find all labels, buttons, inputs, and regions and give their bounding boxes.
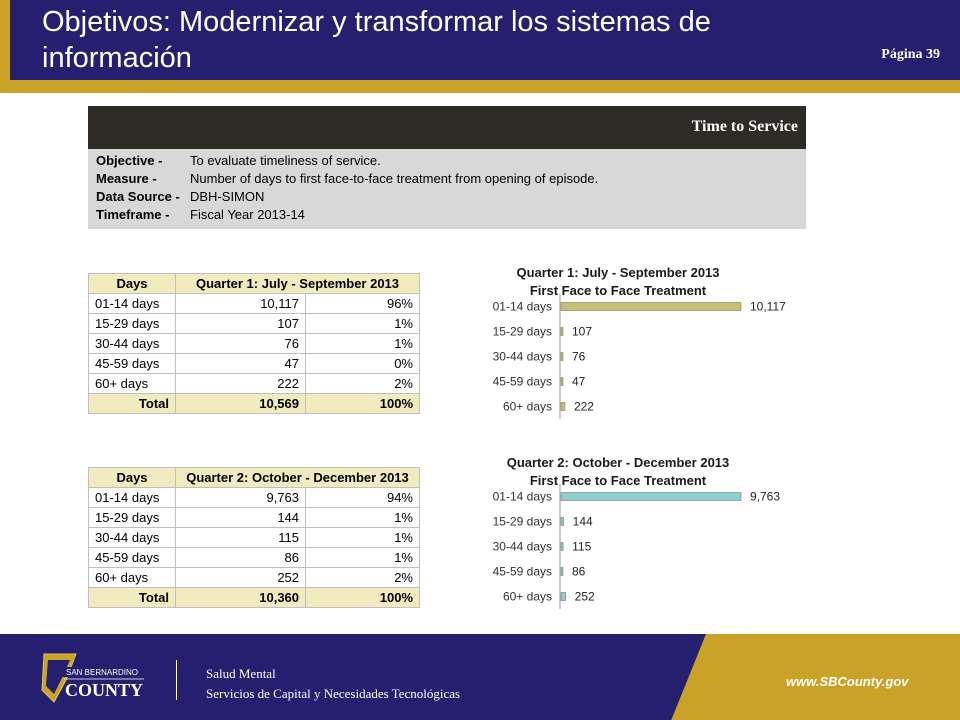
slide-title: Objetivos: Modernizar y transformar los sistemas de información bbox=[42, 6, 711, 74]
table-total-count: 10,360 bbox=[176, 588, 306, 608]
chart-bar bbox=[561, 543, 563, 551]
chart-title: First Face to Face Treatment bbox=[529, 473, 707, 488]
table-cell-pct: 0% bbox=[306, 354, 420, 374]
chart-value-label: 252 bbox=[574, 589, 595, 604]
table-row bbox=[89, 354, 420, 374]
table-cell-count: 222 bbox=[176, 374, 306, 394]
info-value: Fiscal Year 2013-14 bbox=[190, 207, 305, 222]
chart-bar bbox=[561, 518, 564, 526]
table-cell-count: 47 bbox=[176, 354, 306, 374]
quarter2-table bbox=[88, 467, 420, 608]
table-cell-days: 45-59 days bbox=[89, 548, 176, 568]
table-cell-pct: 2% bbox=[306, 568, 420, 588]
table-cell-days: 30-44 days bbox=[89, 334, 176, 354]
table-cell-count: 115 bbox=[176, 528, 306, 548]
logo-top-text: SAN BERNARDINO bbox=[65, 668, 139, 677]
table-header-days: Days bbox=[89, 468, 176, 488]
footer-subtitle: Servicios de Capital y Necesidades Tecnológicas bbox=[206, 686, 461, 701]
table-row bbox=[89, 334, 420, 354]
table-row bbox=[89, 294, 420, 314]
info-panel-heading: Time to Service bbox=[691, 118, 798, 135]
footer-department: Salud Mental bbox=[206, 666, 276, 681]
chart-value-label: 86 bbox=[572, 564, 586, 579]
chart-value-label: 222 bbox=[573, 399, 594, 414]
table-cell-pct: 1% bbox=[306, 314, 420, 334]
chart-title: Quarter 2: October - December 2013 bbox=[506, 455, 730, 470]
info-panel-body bbox=[88, 149, 806, 229]
table-total-label: Total bbox=[89, 588, 176, 608]
table-row bbox=[89, 374, 420, 394]
header-gold-stripe bbox=[0, 80, 960, 93]
info-key: Objective - bbox=[96, 153, 163, 168]
table-cell-pct: 96% bbox=[306, 294, 420, 314]
chart-category-label: 60+ days bbox=[502, 399, 552, 414]
chart-bar bbox=[561, 493, 741, 501]
chart-bar bbox=[561, 378, 563, 386]
chart-bar bbox=[561, 568, 563, 576]
chart-title: Quarter 1: July - September 2013 bbox=[516, 265, 720, 280]
table-cell-pct: 1% bbox=[306, 548, 420, 568]
table-cell-days: 60+ days bbox=[89, 374, 176, 394]
table-cell-count: 107 bbox=[176, 314, 306, 334]
table-header-row bbox=[89, 468, 420, 488]
header-accent bbox=[0, 0, 10, 80]
footer-divider bbox=[176, 660, 177, 700]
chart-value-label: 10,117 bbox=[750, 299, 786, 314]
table-row bbox=[89, 528, 420, 548]
quarter2-bar-chart bbox=[470, 452, 810, 622]
chart-category-label: 15-29 days bbox=[492, 514, 552, 529]
chart-category-label: 45-59 days bbox=[492, 564, 552, 579]
table-row bbox=[89, 568, 420, 588]
table-cell-count: 76 bbox=[176, 334, 306, 354]
table-cell-days: 15-29 days bbox=[89, 314, 176, 334]
chart-category-label: 30-44 days bbox=[492, 349, 552, 364]
table-row bbox=[89, 508, 420, 528]
table-row bbox=[89, 548, 420, 568]
chart-bar bbox=[561, 403, 565, 411]
table-cell-count: 86 bbox=[176, 548, 306, 568]
footer-bar bbox=[0, 634, 960, 720]
quarter1-table bbox=[88, 273, 420, 414]
table-cell-count: 144 bbox=[176, 508, 306, 528]
table-cell-count: 252 bbox=[176, 568, 306, 588]
info-value: DBH-SIMON bbox=[190, 189, 265, 204]
chart-bar bbox=[561, 303, 741, 311]
table-header-row bbox=[89, 274, 420, 294]
info-value: To evaluate timeliness of service. bbox=[190, 153, 381, 168]
chart-category-label: 45-59 days bbox=[492, 374, 552, 389]
table-cell-days: 01-14 days bbox=[89, 488, 176, 508]
chart-value-label: 107 bbox=[572, 324, 593, 339]
chart-category-label: 01-14 days bbox=[492, 489, 552, 504]
chart-value-label: 9,763 bbox=[750, 489, 781, 504]
chart-bar bbox=[561, 353, 563, 361]
table-total-row bbox=[89, 394, 420, 414]
info-key: Timeframe - bbox=[96, 207, 170, 222]
table-cell-days: 60+ days bbox=[89, 568, 176, 588]
table-cell-pct: 2% bbox=[306, 374, 420, 394]
table-row bbox=[89, 488, 420, 508]
chart-category-label: 15-29 days bbox=[492, 324, 552, 339]
table-cell-pct: 94% bbox=[306, 488, 420, 508]
chart-bar bbox=[561, 593, 566, 601]
table-total-label: Total bbox=[89, 394, 176, 414]
table-cell-pct: 1% bbox=[306, 334, 420, 354]
table-header-quarter: Quarter 1: July - September 2013 bbox=[176, 274, 420, 294]
quarter1-bar-chart bbox=[470, 262, 810, 422]
info-key: Data Source - bbox=[96, 189, 180, 204]
chart-title: First Face to Face Treatment bbox=[529, 283, 707, 298]
table-cell-days: 01-14 days bbox=[89, 294, 176, 314]
chart-value-label: 76 bbox=[572, 349, 586, 364]
info-panel-header bbox=[88, 106, 806, 149]
chart-value-label: 144 bbox=[572, 514, 593, 529]
table-cell-pct: 1% bbox=[306, 508, 420, 528]
table-header-days: Days bbox=[89, 274, 176, 294]
table-total-pct: 100% bbox=[306, 394, 420, 414]
table-total-pct: 100% bbox=[306, 588, 420, 608]
chart-value-label: 115 bbox=[572, 539, 592, 554]
table-cell-days: 45-59 days bbox=[89, 354, 176, 374]
page-number: Página 39 bbox=[881, 47, 940, 62]
info-value: Number of days to first face-to-face treatment from opening of episode. bbox=[190, 171, 599, 186]
table-row bbox=[89, 314, 420, 334]
county-logo bbox=[36, 650, 146, 706]
chart-category-label: 01-14 days bbox=[492, 299, 552, 314]
table-total-count: 10,569 bbox=[176, 394, 306, 414]
footer-website-link[interactable]: www.SBCounty.gov bbox=[786, 674, 909, 689]
table-total-row bbox=[89, 588, 420, 608]
table-cell-days: 30-44 days bbox=[89, 528, 176, 548]
chart-bar bbox=[561, 328, 563, 336]
chart-value-label: 47 bbox=[572, 374, 586, 389]
table-cell-days: 15-29 days bbox=[89, 508, 176, 528]
table-header-quarter: Quarter 2: October - December 2013 bbox=[176, 468, 420, 488]
info-key: Measure - bbox=[96, 171, 157, 186]
logo-main-text: COUNTY bbox=[64, 680, 144, 700]
table-cell-pct: 1% bbox=[306, 528, 420, 548]
chart-category-label: 30-44 days bbox=[492, 539, 552, 554]
table-cell-count: 10,117 bbox=[176, 294, 306, 314]
chart-category-label: 60+ days bbox=[502, 589, 552, 604]
table-cell-count: 9,763 bbox=[176, 488, 306, 508]
